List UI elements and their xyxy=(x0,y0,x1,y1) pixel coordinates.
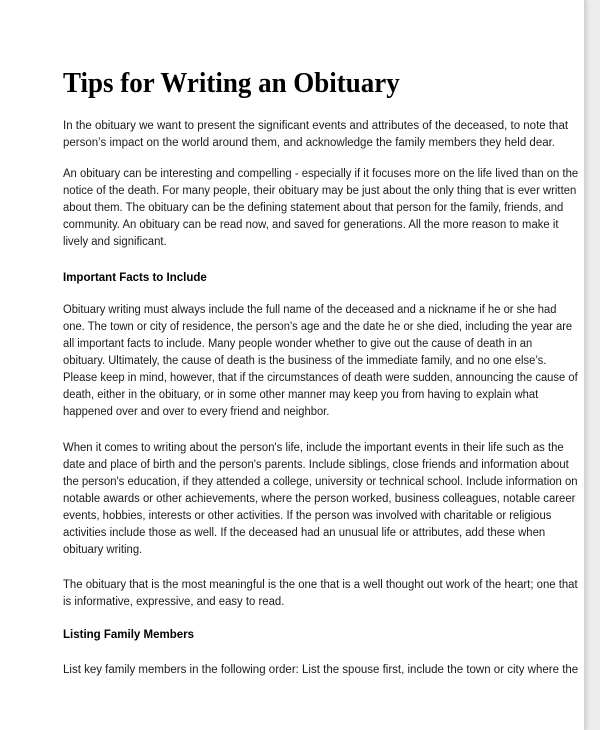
text-line: person’s impact on the world around them, and acknowledge the family members they held dear. xyxy=(63,137,556,149)
text-line: events, hobbies, interests or other activities. If the person was involved with charitable or religious xyxy=(63,510,552,522)
text-line: List key family members in the following order: List the spouse first, include the town or city where the xyxy=(63,664,579,676)
text-line: Obituary writing must always include the full name of the deceased and a nickname if he or she had xyxy=(63,304,557,316)
text-line: death, either in the obituary, or in some other manner may keep you from having to explain what xyxy=(63,389,539,401)
text-line: Please keep in mind, however, that if the circumstances of death were sudden, announcing the cause of xyxy=(63,372,578,384)
text-line: is informative, expressive, and easy to read. xyxy=(63,596,285,608)
text-line: lively and significant. xyxy=(63,236,167,248)
text-line: one. The town or city of residence, the person's age and the date he or she died, including the year are xyxy=(63,321,573,333)
paragraph-intro-1 xyxy=(63,118,568,152)
paragraph-family-1 xyxy=(63,662,578,679)
text-line: An obituary can be interesting and compelling - especially if it focuses more on the life lived than on the xyxy=(63,168,579,180)
text-line: In the obituary we want to present the significant events and attributes of the deceased, to note that xyxy=(63,120,569,132)
paragraph-facts-1 xyxy=(63,302,585,421)
text-line: notable awards or other achievements, where the person worked, business colleagues, notable career xyxy=(63,493,576,505)
text-line: about them. The obituary can be the defining statement about that person for the family, friends, and xyxy=(63,202,564,214)
page-title: Tips for Writing an Obituary xyxy=(63,67,400,99)
section-heading-facts: Important Facts to Include xyxy=(63,272,207,284)
text-line: When it comes to writing about the person's life, include the important events in their life such as the xyxy=(63,442,564,454)
text-line: date and place of birth and the person's parents. Include siblings, close friends and information about xyxy=(63,459,569,471)
section-heading-family: Listing Family Members xyxy=(63,629,195,641)
text-line: activities include those as well. If the deceased had an unusual life or attributes, add these when xyxy=(63,527,546,539)
text-line: all important facts to include. Many people wonder whether to give out the cause of death in an xyxy=(63,338,533,350)
text-line: notice of the death. For many people, their obituary may be just about the only thing that is ever written xyxy=(63,185,577,197)
text-line: happened over and over to every friend and neighbor. xyxy=(63,406,330,418)
text-line: obituary writing. xyxy=(63,544,143,556)
paragraph-facts-2 xyxy=(63,440,585,559)
text-line: obituary. Ultimately, the cause of death is the business of the immediate family, and no one else’s. xyxy=(63,355,547,367)
text-line: The obituary that is the most meaningful is the one that is a well thought out work of the heart; one that xyxy=(63,579,578,591)
paragraph-facts-3 xyxy=(63,577,585,611)
text-line: community. An obituary can be read now, and saved for generations. All the more reason to make it xyxy=(63,219,559,231)
paragraph-intro-2 xyxy=(63,166,585,251)
text-line: the person's education, if they attended a college, university or technical school. Include information on xyxy=(63,476,578,488)
